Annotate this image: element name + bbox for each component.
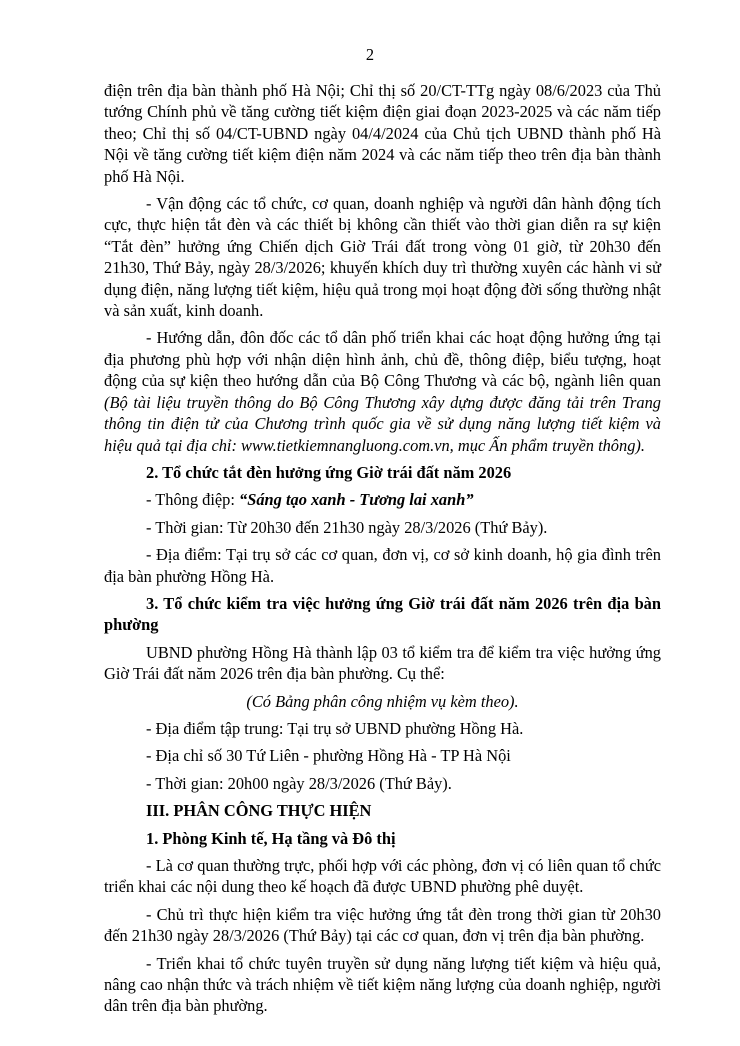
heading-section-iii: III. PHÂN CÔNG THỰC HIỆN <box>146 801 372 821</box>
paragraph-inspection-teams: UBND phường Hồng Hà thành lập 03 tổ kiểm tra để kiểm tra việc hưởng ứng Giờ Trái đất năm 2026 trên địa bàn phường. Cụ thể: <box>104 642 661 684</box>
location-line-1: - Địa điểm: Tại trụ sở các cơ quan, đơn vị, cơ sở kinh doanh, hộ gia đình trên địa bàn phường Hồng Hà. <box>104 545 661 586</box>
time-line-1: - Thời gian: Từ 20h30 đến 21h30 ngày 28/3/2026 (Thứ Bảy). <box>146 517 548 537</box>
message-value: “Sáng tạo xanh - Tương lai xanh” <box>239 490 474 510</box>
attachment-note: (Có Bảng phân công nhiệm vụ kèm theo). <box>246 691 519 711</box>
guidance-italic-note: (Bộ tài liệu truyền thông do Bộ Công Thương xây dựng được đăng tải trên Trang thông tin điện tử của Chương trình quốc gia về sử dụng năng lượng tiết kiệm và hiệu quả tại địa chỉ: www.tietkiemnangluong.com.vn, mục Ấn phẩm truyền thông). <box>104 392 661 455</box>
page-number: 2 <box>365 45 375 64</box>
time-line-2: - Thời gian: 20h00 ngày 28/3/2026 (Thứ Bảy). <box>146 773 452 793</box>
task-item-1: - Là cơ quan thường trực, phối hợp với các phòng, đơn vị có liên quan tổ chức triển khai các nội dung theo kế hoạch đã được UBND phường phê duyệt. <box>104 856 661 897</box>
address-line: - Địa chỉ số 30 Tứ Liên - phường Hồng Hà - TP Hà Nội <box>146 746 511 766</box>
task-item-3: - Triển khai tổ chức tuyên truyền sử dụng năng lượng tiết kiệm và hiệu quả, nâng cao nhận thức và trách nhiệm về tiết kiệm năng lượng của doanh nghiệp, người dân trên địa bàn phường. <box>104 953 661 1016</box>
heading-economic-department: 1. Phòng Kinh tế, Hạ tầng và Đô thị <box>146 828 396 848</box>
paragraph-guidance <box>104 327 661 455</box>
paragraph-mobilize: - Vận động các tổ chức, cơ quan, doanh nghiệp và người dân hành động tích cực, thực hiện tắt đèn và các thiết bị không cần thiết vào thời gian diễn ra sự kiện “Tắt đèn” hưởng ứng Chiến dịch Giờ Trái đất trong vòng 01 giờ, từ 20h30 đến 21h30, Thứ Bảy, ngày 28/3/2026; khuyến khích duy trì thường xuyên các hành vi sử dụng điện, năng lượng tiết kiệm, hiệu quả trong mọi hoạt động đời sống thường nhật và sản xuất, kinh doanh. <box>104 194 661 321</box>
message-label: - Thông điệp: <box>146 490 240 510</box>
heading-section-2: 2. Tổ chức tắt đèn hưởng ứng Giờ trái đất năm 2026 <box>146 462 512 482</box>
heading-section-3: 3. Tổ chức kiểm tra việc hưởng ứng Giờ trái đất năm 2026 trên địa bàn phường <box>104 593 661 635</box>
guidance-text: - Hướng dẫn, đôn đốc các tổ dân phố triển khai các hoạt động hưởng ứng tại địa phương phù hợp với nhận diện hình ảnh, chủ đề, thông điệp, biểu tượng, hoạt động của sự kiện theo hướng dẫn của Bộ Công Thương và các bộ, ngành liên quan <box>104 328 661 391</box>
document-body <box>104 80 661 1017</box>
task-item-2: - Chủ trì thực hiện kiểm tra việc hưởng ứng tắt đèn trong thời gian từ 20h30 đến 21h30 ngày 28/3/2026 (Thứ Bảy) tại các cơ quan, đơn vị trên địa bàn phường. <box>104 904 661 946</box>
gathering-location: - Địa điểm tập trung: Tại trụ sở UBND phường Hồng Hà. <box>146 718 524 738</box>
paragraph-legal-basis: điện trên địa bàn thành phố Hà Nội; Chỉ thị số 20/CT-TTg ngày 08/6/2023 của Thủ tướng Chính phủ về tăng cường tiết kiệm điện giai đoạn 2023-2025 và các năm tiếp theo; Chỉ thị số 04/CT-UBND ngày 04/4/2024 của Chủ tịch UBND thành phố Hà Nội về tăng cường tiết kiệm điện năm 2024 và các năm tiếp theo trên địa bàn thành phố Hà Nội. <box>104 81 661 186</box>
message-line <box>104 489 661 510</box>
